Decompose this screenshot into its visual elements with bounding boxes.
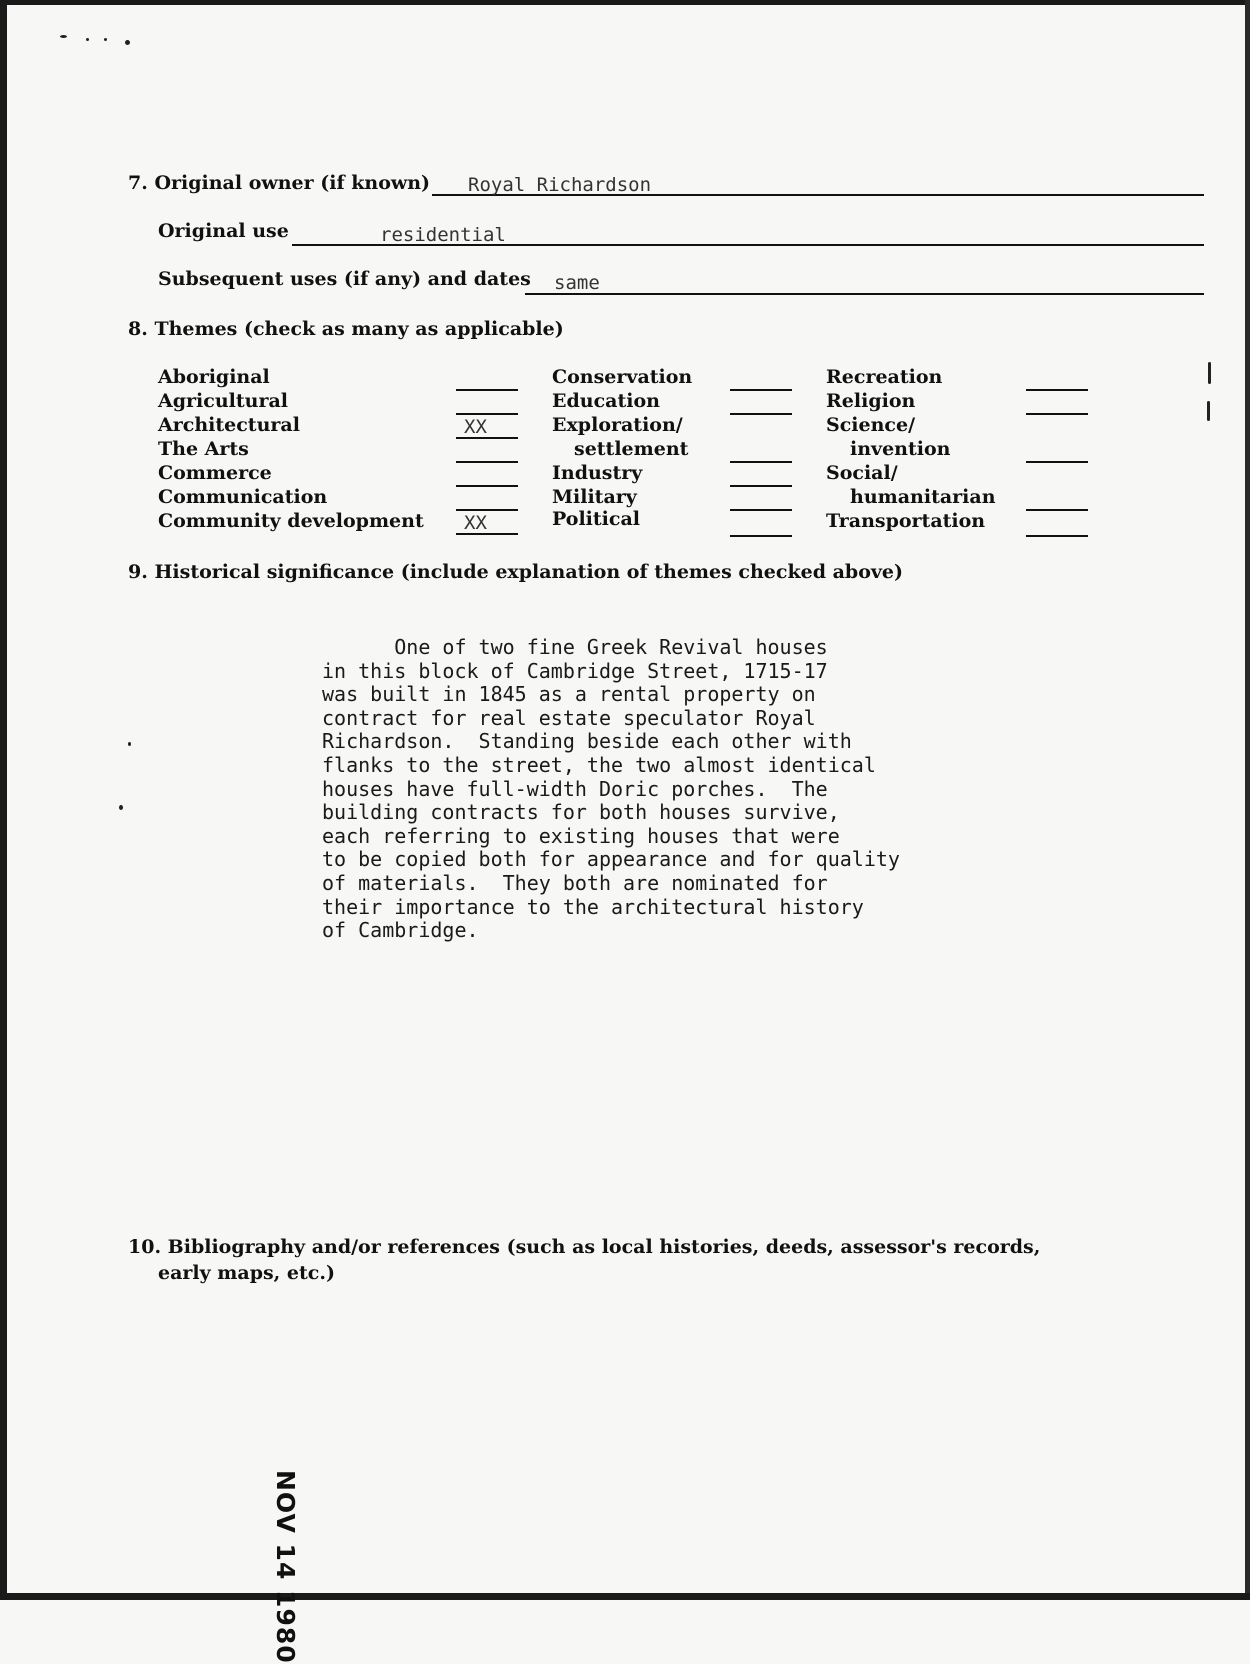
scan-speck	[119, 805, 123, 810]
theme-label: Aboriginal	[158, 366, 270, 388]
theme-checkbox-line	[456, 389, 518, 391]
original-owner-value: Royal Richardson	[468, 174, 652, 196]
theme-label: Architectural	[158, 414, 300, 436]
original-use-value: residential	[380, 224, 506, 246]
subsequent-uses-line	[525, 293, 1204, 295]
theme-label: Social/	[826, 462, 898, 484]
theme-label: Education	[552, 390, 660, 412]
theme-label-continued: humanitarian	[850, 486, 996, 508]
theme-checkbox-line	[730, 485, 792, 487]
theme-label: Science/	[826, 414, 916, 436]
theme-checkbox-line	[730, 535, 792, 537]
theme-checkbox-line	[456, 533, 518, 535]
historical-significance-heading: 9. Historical significance (include explanation of themes checked above)	[128, 561, 904, 583]
scan-speck	[128, 742, 131, 746]
theme-label: Political	[552, 508, 640, 530]
theme-checkbox-line	[730, 413, 792, 415]
theme-checkbox-line	[1026, 461, 1088, 463]
theme-label: Community development	[158, 510, 424, 532]
scan-speck	[1207, 401, 1210, 421]
bibliography-heading: 10. Bibliography and/or references (such as local histories, deeds, assessor's records,	[128, 1236, 1041, 1258]
scan-speck	[104, 38, 107, 41]
theme-label-continued: invention	[850, 438, 951, 460]
theme-label: Religion	[826, 390, 916, 412]
theme-label: Communication	[158, 486, 328, 508]
scan-border-right	[1245, 0, 1250, 1600]
original-owner-label: 7. Original owner (if known)	[128, 172, 431, 194]
bibliography-heading-continued: early maps, etc.)	[158, 1262, 335, 1284]
historical-significance-text: One of two fine Greek Revival houses in this block of Cambridge Street, 1715-17 was built in 1845 as a rental property on contract for real estate speculator Royal Richardson. Standing beside each other with flanks to the street, the two almost identical houses have full-width Doric porches. The building contracts for both houses survive, each referring to existing houses that were to be copied both for appearance and for quality of materials. They both are nominated for their importance to the architectural history of Cambridge.	[322, 635, 900, 943]
theme-check-mark: XX	[464, 416, 487, 438]
theme-label: Agricultural	[158, 390, 288, 412]
scan-speck	[125, 40, 130, 45]
received-date-stamp: NOV 14 1980	[271, 1470, 300, 1664]
subsequent-uses-value: same	[554, 272, 600, 294]
theme-label: Military	[552, 486, 637, 508]
theme-checkbox-line	[730, 389, 792, 391]
scan-speck	[1208, 362, 1211, 384]
theme-checkbox-line	[1026, 413, 1088, 415]
theme-label: Industry	[552, 462, 643, 484]
theme-label: Recreation	[826, 366, 943, 388]
theme-checkbox-line	[1026, 509, 1088, 511]
subsequent-uses-label: Subsequent uses (if any) and dates	[158, 268, 531, 290]
theme-label: Commerce	[158, 462, 272, 484]
theme-check-mark: XX	[464, 512, 487, 534]
theme-checkbox-line	[456, 485, 518, 487]
theme-checkbox-line	[730, 509, 792, 511]
original-use-label: Original use	[158, 220, 289, 242]
scan-border-top	[0, 0, 1250, 5]
theme-checkbox-line	[1026, 389, 1088, 391]
theme-checkbox-line	[730, 461, 792, 463]
themes-heading: 8. Themes (check as many as applicable)	[128, 318, 564, 340]
theme-label: Transportation	[826, 510, 986, 532]
theme-label: Exploration/	[552, 414, 683, 436]
scan-speck	[60, 35, 67, 38]
theme-checkbox-line	[456, 437, 518, 439]
scan-border-bottom	[0, 1593, 1250, 1600]
theme-label: The Arts	[158, 438, 249, 460]
scan-border-left	[0, 0, 7, 1600]
theme-label: Conservation	[552, 366, 693, 388]
theme-checkbox-line	[1026, 535, 1088, 537]
theme-checkbox-line	[456, 461, 518, 463]
theme-checkbox-line	[456, 509, 518, 511]
scan-speck	[86, 38, 89, 41]
theme-checkbox-line	[456, 413, 518, 415]
theme-label-continued: settlement	[574, 438, 689, 460]
